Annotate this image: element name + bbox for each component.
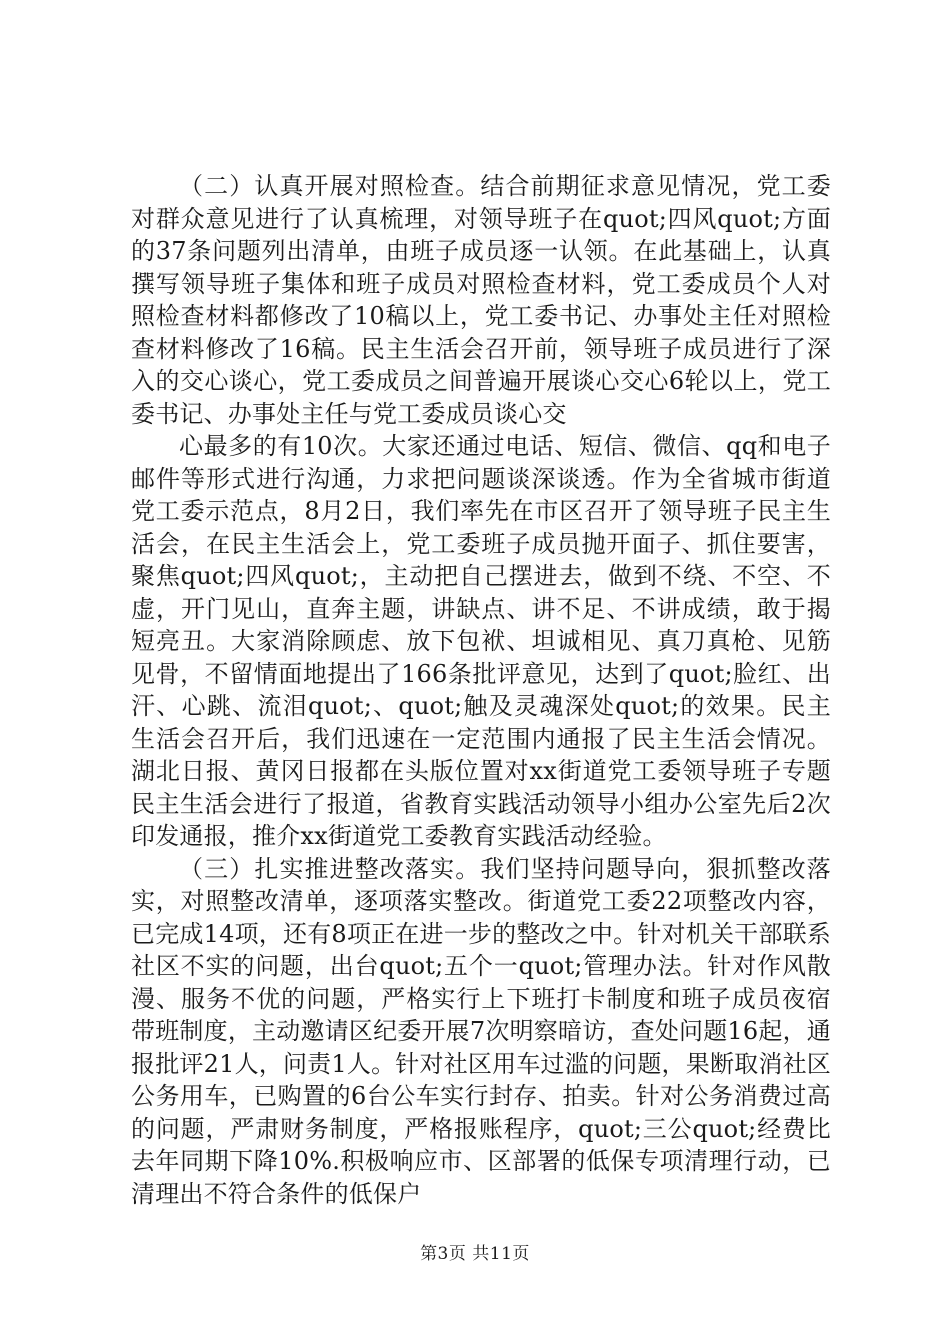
paragraph-democratic-life-meeting: 心最多的有10次。大家还通过电话、短信、微信、qq和电子邮件等形式进行沟通，力求把问题谈深谈透。作为全省城市街道党工委示范点，8月2日，我们率先在市区召开了领导班子民主生活会，在民主生活会上，党工委班子成员抛开面子、抓住要害，聚焦quot;四风quot;，主动把自己摆进去，做到不绕、不空、不虚，开门见山，直奔主题，讲缺点、讲不足、不讲成绩，敢于揭短亮丑。大家消除顾虑、放下包袱、坦诚相见、真刀真枪、见筋见骨，不留情面地提出了166条批评意见，达到了quot;脸红、出汗、心跳、流泪quot;、quot;触及灵魂深处quot;的效果。民主生活会召开后，我们迅速在一定范围内通报了民主生活会情况。湖北日报、黄冈日报都在头版位置对xx街道党工委领导班子专题民主生活会进行了报道，省教育实践活动领导小组办公室先后2次印发通报，推介xx街道党工委教育实践活动经验。	[131, 432, 831, 850]
paragraph-inspection: （二）认真开展对照检查。结合前期征求意见情况，党工委对群众意见进行了认真梳理，对领导班子在quot;四风quot;方面的37条问题列出清单，由班子成员逐一认领。在此基础上，认真撰写领导班子集体和班子成员对照检查材料，党工委成员个人对照检查材料都修改了10稿以上，党工委书记、办事处主任对照检查材料修改了16稿。民主生活会召开前，领导班子成员进行了深入的交心谈心，党工委成员之间普遍开展谈心交心6轮以上，党工委书记、办事处主任与党工委成员谈心交	[131, 172, 831, 428]
paragraph-rectification: （三）扎实推进整改落实。我们坚持问题导向，狠抓整改落实，对照整改清单，逐项落实整改。街道党工委22项整改内容，已完成14项，还有8项正在进一步的整改之中。针对机关干部联系社区不实的问题，出台quot;五个一quot;管理办法。针对作风散漫、服务不优的问题，严格实行上下班打卡制度和班子成员夜宿带班制度，主动邀请区纪委开展7次明察暗访，查处问题16起，通报批评21人，问责1人。针对社区用车过滥的问题，果断取消社区公务用车，已购置的6台公车实行封存、拍卖。针对公务消费过高的问题，严肃财务制度，严格报账程序，quot;三公quot;经费比去年同期下降10%.积极响应市、区部署的低保专项清理行动，已清理出不符合条件的低保户	[131, 854, 831, 1208]
document-body	[131, 170, 831, 1210]
page-footer: 第3页 共11页	[420, 1244, 530, 1264]
